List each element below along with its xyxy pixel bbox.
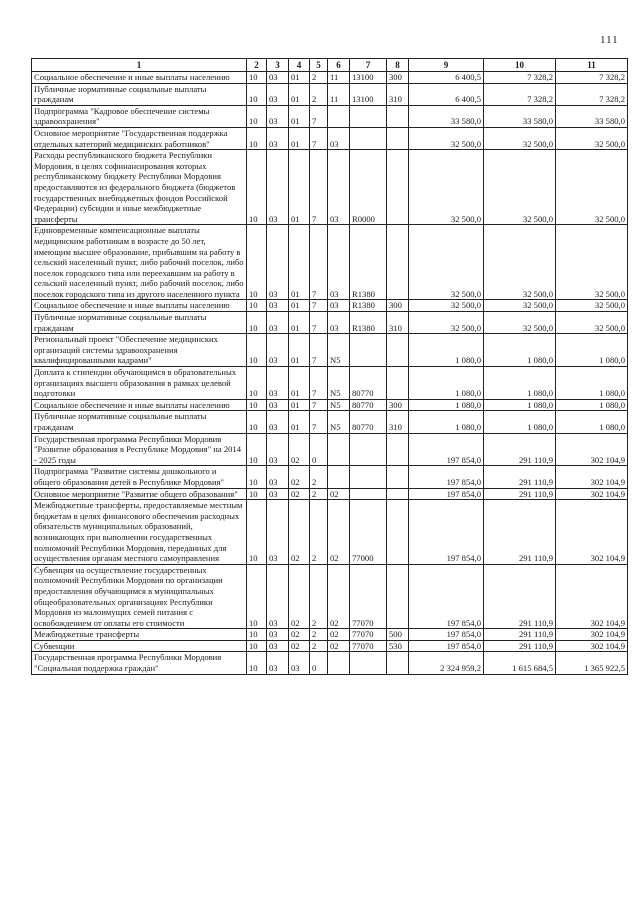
code-cell [350,105,387,127]
code-cell [350,433,387,466]
code-cell: 03 [267,83,289,105]
row-name-cell: Доплата к стипендии обучающимся в образовательных организациях высшего образования в рамках целевой подготовки [32,367,247,400]
code-cell: 2 [310,564,328,629]
table-row [32,640,628,652]
table-row [32,105,628,127]
table-row [32,433,628,466]
amount-cell: 197 854,0 [409,500,484,565]
code-cell: 2 [310,640,328,652]
header-cell: 8 [387,59,409,72]
code-cell: 10 [247,564,267,629]
code-cell: 7 [310,127,328,149]
code-cell [387,367,409,400]
budget-table [31,58,628,675]
amount-cell: 7 328,2 [556,72,628,84]
amount-cell: 32 500,0 [556,225,628,300]
amount-cell: 1 080,0 [556,367,628,400]
code-cell: 310 [387,83,409,105]
code-cell: 03 [267,127,289,149]
code-cell: 2 [310,500,328,565]
code-cell: 02 [328,564,350,629]
amount-cell: 6 400,5 [409,72,484,84]
code-cell: 02 [328,500,350,565]
amount-cell: 1 080,0 [484,367,556,400]
code-cell [350,488,387,500]
code-cell: 03 [328,300,350,312]
code-cell: N5 [328,367,350,400]
table-row [32,411,628,433]
code-cell [387,334,409,367]
header-cell: 10 [484,59,556,72]
amount-cell: 291 110,9 [484,433,556,466]
code-cell: N5 [328,411,350,433]
row-name-cell: Публичные нормативные социальные выплаты гражданам [32,83,247,105]
amount-cell: 197 854,0 [409,564,484,629]
amount-cell: 33 580,0 [556,105,628,127]
row-name-cell: Субвенции [32,640,247,652]
code-cell: 03 [328,225,350,300]
amount-cell: 1 080,0 [556,411,628,433]
header-cell: 7 [350,59,387,72]
code-cell: 01 [289,334,310,367]
code-cell: 01 [289,105,310,127]
header-cell: 2 [247,59,267,72]
amount-cell: 302 104,9 [556,564,628,629]
amount-cell: 1 080,0 [409,411,484,433]
code-cell: 11 [328,83,350,105]
code-cell: R1380 [350,225,387,300]
row-name-cell: Субвенция на осуществление государственных полномочий Республики Мордовия по организации предоставления обучающимся в муниципальных общеобразовательных организациях Республики Мордовия из малоимущих семей питания с освобождением от оплаты его стоимости [32,564,247,629]
code-cell: 10 [247,652,267,674]
code-cell [387,564,409,629]
code-cell: 03 [267,334,289,367]
code-cell: 10 [247,433,267,466]
page-number: 111 [600,34,619,46]
code-cell [328,466,350,488]
code-cell: 300 [387,72,409,84]
code-cell: 10 [247,411,267,433]
table-row [32,488,628,500]
code-cell: 03 [267,399,289,411]
table-row [32,629,628,641]
table-row [32,150,628,225]
amount-cell: 291 110,9 [484,466,556,488]
amount-cell: 1 080,0 [484,399,556,411]
row-name-cell: Основное мероприятие "Государственная поддержка отдельных категорий медицинских работников" [32,127,247,149]
amount-cell: 1 080,0 [556,399,628,411]
code-cell [350,466,387,488]
code-cell: 530 [387,640,409,652]
amount-cell: 302 104,9 [556,629,628,641]
code-cell: 03 [328,312,350,334]
code-cell [350,127,387,149]
code-cell: 03 [267,300,289,312]
code-cell: 02 [328,629,350,641]
code-cell: 02 [289,466,310,488]
header-cell: 1 [32,59,247,72]
code-cell: 0 [310,433,328,466]
table-row [32,312,628,334]
code-cell: 10 [247,629,267,641]
code-cell: 03 [267,367,289,400]
code-cell: 03 [328,127,350,149]
code-cell: 03 [267,488,289,500]
code-cell: 10 [247,399,267,411]
code-cell: 02 [289,433,310,466]
amount-cell: 1 080,0 [409,367,484,400]
code-cell: 02 [289,500,310,565]
row-name-cell: Социальное обеспечение и иные выплаты населению [32,300,247,312]
header-cell: 9 [409,59,484,72]
table-row [32,500,628,565]
code-cell: 01 [289,83,310,105]
amount-cell: 32 500,0 [556,150,628,225]
amount-cell: 32 500,0 [484,300,556,312]
code-cell: 500 [387,629,409,641]
row-name-cell: Публичные нормативные социальные выплаты гражданам [32,411,247,433]
table-row [32,300,628,312]
table-row [32,72,628,84]
row-name-cell: Единовременные компенсационные выплаты медицинским работникам в возрасте до 50 лет, имеющим высшее образование, прибывшим на работу в сельский населенный пункт, либо рабочий поселок, либо поселок городского типа или переехавшим на работу в сельский населенный пункт, либо рабочий поселок, либо поселок городского типа из другого населенного пункта [32,225,247,300]
amount-cell: 32 500,0 [409,225,484,300]
code-cell: 10 [247,312,267,334]
code-cell [387,150,409,225]
code-cell: 2 [310,466,328,488]
row-name-cell: Региональный проект "Обеспечение медицинских организаций системы здравоохранения квалифицированными кадрами" [32,334,247,367]
code-cell: 03 [267,500,289,565]
code-cell: 03 [289,652,310,674]
amount-cell: 302 104,9 [556,488,628,500]
code-cell: 02 [289,629,310,641]
code-cell: R1380 [350,300,387,312]
amount-cell: 32 500,0 [484,225,556,300]
amount-cell: 1 080,0 [484,411,556,433]
table-row [32,225,628,300]
code-cell: 10 [247,640,267,652]
header-cell: 11 [556,59,628,72]
code-cell: 02 [289,488,310,500]
row-name-cell: Межбюджетные трансферты, предоставляемые местным бюджетам в целях финансового обеспечения расходных обязательств муниципальных образований, возникающих при выполнении государственных полномочий Республики Мордовия, переданных для осуществления органам местного самоуправления [32,500,247,565]
amount-cell: 32 500,0 [556,300,628,312]
amount-cell: 2 324 959,2 [409,652,484,674]
code-cell: 01 [289,72,310,84]
row-name-cell: Публичные нормативные социальные выплаты гражданам [32,312,247,334]
amount-cell: 33 580,0 [409,105,484,127]
code-cell: 10 [247,150,267,225]
code-cell: 03 [267,629,289,641]
code-cell: 02 [328,488,350,500]
table-row [32,367,628,400]
code-cell: 7 [310,399,328,411]
code-cell: 80770 [350,367,387,400]
code-cell [387,433,409,466]
table-row [32,334,628,367]
amount-cell: 32 500,0 [556,127,628,149]
code-cell: 01 [289,300,310,312]
code-cell: 2 [310,629,328,641]
amount-cell: 1 080,0 [484,334,556,367]
row-name-cell: Государственная программа Республики Мордовия "Развитие образования в Республике Мордовия" на 2014 - 2025 годы [32,433,247,466]
code-cell [328,652,350,674]
code-cell [387,466,409,488]
code-cell: 77070 [350,629,387,641]
row-name-cell: Подпрограмма "Развитие системы дошкольного и общего образования детей в Республике Мордовия" [32,466,247,488]
code-cell: 11 [328,72,350,84]
code-cell: 0 [310,652,328,674]
amount-cell: 291 110,9 [484,488,556,500]
code-cell: 03 [267,150,289,225]
amount-cell: 32 500,0 [556,312,628,334]
amount-cell: 291 110,9 [484,629,556,641]
code-cell [328,105,350,127]
row-name-cell: Социальное обеспечение и иные выплаты населению [32,399,247,411]
header-cell: 3 [267,59,289,72]
code-cell [350,334,387,367]
header-row [32,59,628,72]
code-cell: 03 [267,466,289,488]
table-row [32,652,628,674]
amount-cell: 291 110,9 [484,564,556,629]
code-cell: 10 [247,334,267,367]
amount-cell: 32 500,0 [484,127,556,149]
table-row [32,83,628,105]
table-row [32,399,628,411]
code-cell [387,500,409,565]
code-cell: 10 [247,500,267,565]
table-row [32,466,628,488]
amount-cell: 302 104,9 [556,500,628,565]
code-cell: 01 [289,225,310,300]
header-cell: 5 [310,59,328,72]
code-cell: 01 [289,367,310,400]
amount-cell: 1 080,0 [409,334,484,367]
amount-cell: 32 500,0 [484,150,556,225]
amount-cell: 197 854,0 [409,488,484,500]
code-cell: 03 [267,225,289,300]
row-name-cell: Межбюджетные трансферты [32,629,247,641]
code-cell: 03 [267,433,289,466]
code-cell: 77070 [350,640,387,652]
code-cell: 7 [310,334,328,367]
code-cell: 310 [387,312,409,334]
amount-cell: 33 580,0 [484,105,556,127]
code-cell: 10 [247,72,267,84]
code-cell [387,652,409,674]
code-cell: 10 [247,127,267,149]
amount-cell: 197 854,0 [409,433,484,466]
code-cell: 10 [247,105,267,127]
row-name-cell: Подпрограмма "Кадровое обеспечение системы здравоохранения" [32,105,247,127]
code-cell: 7 [310,300,328,312]
code-cell [387,488,409,500]
code-cell: 7 [310,150,328,225]
amount-cell: 197 854,0 [409,629,484,641]
amount-cell: 302 104,9 [556,640,628,652]
code-cell: 2 [310,488,328,500]
amount-cell: 32 500,0 [409,300,484,312]
amount-cell: 32 500,0 [409,312,484,334]
code-cell: 10 [247,300,267,312]
amount-cell: 1 365 922,5 [556,652,628,674]
amount-cell: 291 110,9 [484,640,556,652]
code-cell: 03 [267,652,289,674]
amount-cell: 1 080,0 [556,334,628,367]
code-cell: 80770 [350,399,387,411]
amount-cell: 302 104,9 [556,466,628,488]
code-cell: 03 [267,105,289,127]
code-cell: 02 [328,640,350,652]
amount-cell: 1 615 684,5 [484,652,556,674]
amount-cell: 32 500,0 [484,312,556,334]
amount-cell: 197 854,0 [409,640,484,652]
code-cell: N5 [328,399,350,411]
code-cell: 77000 [350,500,387,565]
row-name-cell: Основное мероприятие "Развитие общего образования" [32,488,247,500]
row-name-cell: Государственная программа Республики Мордовия "Социальная поддержка граждан" [32,652,247,674]
code-cell: N5 [328,334,350,367]
amount-cell: 1 080,0 [409,399,484,411]
code-cell: 03 [267,411,289,433]
code-cell: 300 [387,300,409,312]
code-cell: 77070 [350,564,387,629]
amount-cell: 7 328,2 [556,83,628,105]
code-cell: 03 [328,150,350,225]
code-cell: 10 [247,466,267,488]
code-cell [387,127,409,149]
code-cell: 03 [267,312,289,334]
code-cell: 7 [310,367,328,400]
code-cell: 02 [289,564,310,629]
code-cell [387,225,409,300]
code-cell: 01 [289,312,310,334]
code-cell: R1380 [350,312,387,334]
code-cell [328,433,350,466]
header-cell: 4 [289,59,310,72]
code-cell: 310 [387,411,409,433]
table-row [32,127,628,149]
code-cell: 01 [289,411,310,433]
amount-cell: 302 104,9 [556,433,628,466]
code-cell: 7 [310,105,328,127]
code-cell: 10 [247,367,267,400]
amount-cell: 6 400,5 [409,83,484,105]
code-cell: 03 [267,564,289,629]
header-cell: 6 [328,59,350,72]
amount-cell: 7 328,2 [484,83,556,105]
code-cell: 10 [247,488,267,500]
row-name-cell: Расходы республиканского бюджета Республики Мордовия, в целях софинансирования которых республиканскому бюджету Республики Мордовия предоставляются из федерального бюджета (бюджетов государственных внебюджетных фондов Российской Федерации) субсидии и иные межбюджетные трансферты [32,150,247,225]
code-cell: 03 [267,72,289,84]
code-cell: 7 [310,411,328,433]
code-cell: 80770 [350,411,387,433]
code-cell: 7 [310,225,328,300]
code-cell [387,105,409,127]
code-cell [350,652,387,674]
amount-cell: 32 500,0 [409,150,484,225]
row-name-cell: Социальное обеспечение и иные выплаты населению [32,72,247,84]
code-cell: 13100 [350,83,387,105]
code-cell: 300 [387,399,409,411]
code-cell: 2 [310,83,328,105]
code-cell: 03 [267,640,289,652]
code-cell: 13100 [350,72,387,84]
code-cell: 7 [310,312,328,334]
amount-cell: 7 328,2 [484,72,556,84]
code-cell: 10 [247,83,267,105]
amount-cell: 197 854,0 [409,466,484,488]
code-cell: 01 [289,399,310,411]
table-row [32,564,628,629]
code-cell: R0000 [350,150,387,225]
code-cell: 01 [289,127,310,149]
code-cell: 01 [289,150,310,225]
amount-cell: 32 500,0 [409,127,484,149]
code-cell: 10 [247,225,267,300]
code-cell: 2 [310,72,328,84]
amount-cell: 291 110,9 [484,500,556,565]
code-cell: 02 [289,640,310,652]
